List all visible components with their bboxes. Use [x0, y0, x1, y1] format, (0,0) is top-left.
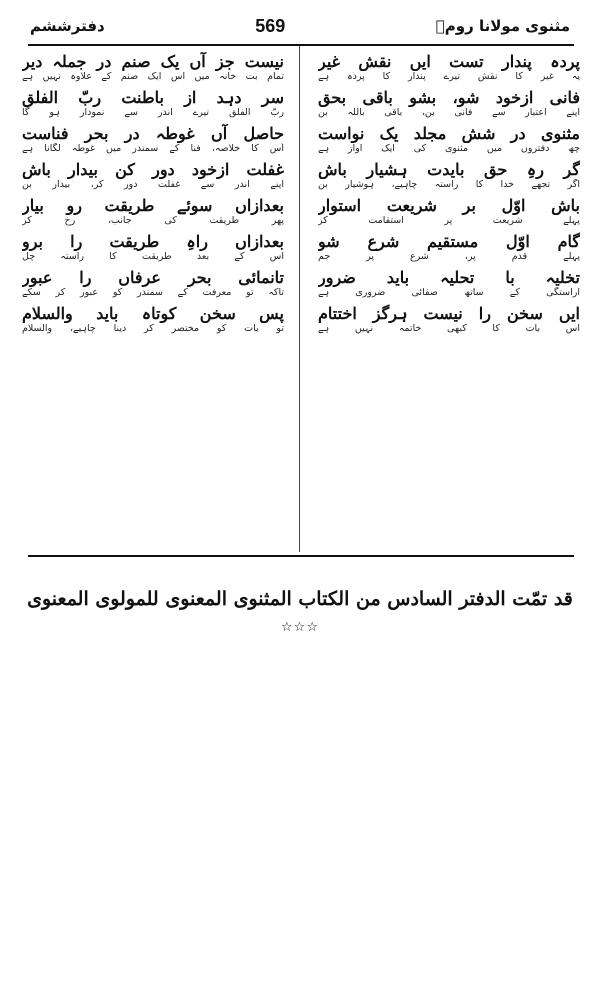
urdu-translation: یہ غیر کا نقش تیرے پندار کا پردہ ہے: [318, 71, 580, 82]
persian-verse: تانمائی بحر عرفاں را عبور: [22, 268, 284, 287]
volume-label: دفترششم: [30, 17, 105, 35]
persian-verse: گام اوّل مستقیم شرع شو: [318, 232, 580, 251]
header-rule: [28, 44, 574, 46]
persian-verse: حاصل آں غوطہ در بحر فناست: [22, 124, 284, 143]
persian-verse: مثنوی در شش مجلد یک نواست: [318, 124, 580, 143]
left-verse-column: [22, 52, 284, 340]
couplet: [22, 304, 284, 335]
couplet: [22, 268, 284, 299]
couplet: [22, 124, 284, 155]
couplet: [22, 88, 284, 119]
persian-verse: فانی ازخود شو، بشو باقی بحق: [318, 88, 580, 107]
urdu-translation: چھ دفتروں میں مثنوی کی ایک آواز ہے: [318, 143, 580, 154]
urdu-translation: ربّ الفلق تیرے اندر سے نمودار ہو گا: [22, 107, 284, 118]
couplet: [318, 160, 580, 191]
end-stars: ☆☆☆: [281, 620, 319, 635]
couplet: [318, 304, 580, 335]
urdu-translation: اس کے بعد طریقت کا راستہ چل: [22, 251, 284, 262]
urdu-translation: تاکہ تو معرفت کے سمندر کو عبور کر سکے: [22, 287, 284, 298]
couplet: [318, 52, 580, 83]
persian-verse: بعدازاں سوئے طریقت رو بیار: [22, 196, 284, 215]
persian-verse: باش اوّل بر شریعت استوار: [318, 196, 580, 215]
couplet: [22, 232, 284, 263]
urdu-translation: تمام بت خانہ میں اس ایک صنم کے علاوہ نہیں ہے: [22, 71, 284, 82]
footer-rule: [28, 555, 574, 557]
urdu-translation: اپنے اندر سے غفلت دور کر، بیدار بن: [22, 179, 284, 190]
persian-verse: بعدازاں راہِ طریقت را برو: [22, 232, 284, 251]
column-divider: [299, 46, 300, 552]
urdu-translation: تو بات کو مختصر کر دینا چاہیے، والسلام: [22, 323, 284, 334]
colophon: قد تمّت الدفتر السادس من الکتاب المثنوی المعنوی للمولوی المعنوی: [27, 588, 573, 610]
urdu-translation: پہلے شریعت پر استقامت کر: [318, 215, 580, 226]
urdu-translation: اُس کا خلاصہ، فنا کے سمندر میں غوطہ لگانا ہے: [22, 143, 284, 154]
urdu-translation: پھر طریقت کی جانب، رخ کر: [22, 215, 284, 226]
couplet: [318, 196, 580, 227]
couplet: [318, 88, 580, 119]
urdu-translation: اس بات کا کبھی خاتمہ نہیں ہے: [318, 323, 580, 334]
persian-verse: پردہ پندار تست ایں نقش غیر: [318, 52, 580, 71]
couplet: [318, 232, 580, 263]
persian-verse: پس سخن کوتاہ باید والسلام: [22, 304, 284, 323]
persian-verse: ایں سخن را نیست ہرگز اختتام: [318, 304, 580, 323]
urdu-translation: آراستگی کے ساتھ صفائی ضروری ہے: [318, 287, 580, 298]
couplet: [22, 160, 284, 191]
couplet: [318, 124, 580, 155]
page-number: 569: [255, 15, 286, 36]
couplet: [22, 52, 284, 83]
urdu-translation: پہلے قدم پر، شرع پر جم: [318, 251, 580, 262]
book-title: مثنوی مولانا رومؒ: [435, 17, 570, 35]
persian-verse: تخلیہ با تحلیہ باید ضرور: [318, 268, 580, 287]
page-header: [30, 10, 570, 42]
urdu-translation: اگر تجھے خدا کا راستہ چاہیے، ہوشیار بن: [318, 179, 580, 190]
couplet: [22, 196, 284, 227]
right-verse-column: [318, 52, 580, 340]
persian-verse: گر رہِ حق بایدت ہشیار باش: [318, 160, 580, 179]
persian-verse: غفلت ازخود دور کن بیدار باش: [22, 160, 284, 179]
persian-verse: سر دہد از باطنت ربّ الفلق: [22, 88, 284, 107]
urdu-translation: اپنے اعتبار سے فانی بن، باقی باللہ بن: [318, 107, 580, 118]
persian-verse: نیست جز آں یک صنم در جملہ دیر: [22, 52, 284, 71]
couplet: [318, 268, 580, 299]
